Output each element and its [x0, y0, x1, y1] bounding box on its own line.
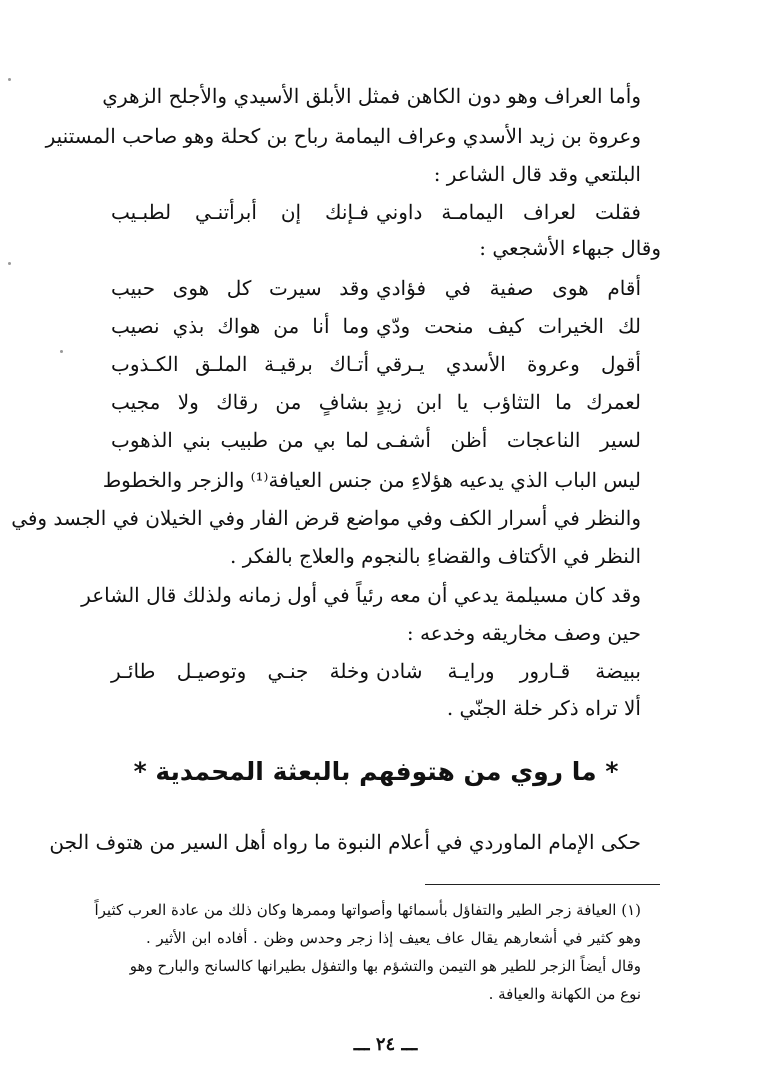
footnote-line: وقال أيضاً الزجر للطير هو التيمن والتشؤم بها والتفؤل بطيرانها كالسانح والبارح وهو [129, 957, 641, 975]
scan-speck [8, 78, 11, 81]
footnote-line: نوع من الكهانة والعيافة . [488, 985, 641, 1003]
body-line: حكى الإمام الماوردي في أعلام النبوة ما رواه أهل السير من هتوف الجن [49, 830, 641, 854]
verse-second-hemistich: أتـاك برقيـة الملـق الكـذوب [111, 352, 369, 376]
body-line: النظر في الأكتاف والقضاءِ بالنجوم والعلاج بالفكر . [230, 544, 641, 568]
body-line: وعروة بن زيد الأسدي وعراف اليمامة رباح بن كحلة وهو صاحب المستنير [45, 124, 641, 148]
verse-second-hemistich: لما بي من طبيب بني الذهوب [111, 428, 369, 452]
verse-first-hemistich: لعمرك ما التثاؤب يا ابن زيدٍ [376, 390, 641, 414]
verse-line [111, 420, 641, 460]
verse-line [111, 306, 641, 346]
body-line: ألا تراه ذكر خلة الجنّي . [446, 696, 641, 720]
verse-second-hemistich: وقد سيرت كل هوى حبيب [111, 276, 369, 300]
verse-line [111, 344, 641, 384]
verse-second-hemistich: بشافٍ من رقاك ولا مجيب [111, 390, 369, 414]
verse-first-hemistich: لك الخيرات كيف منحت ودّي [376, 314, 641, 338]
scan-speck [60, 350, 63, 353]
verse-line [111, 192, 641, 232]
verse-second-hemistich: وخلة جنـي وتوصيـل طائـر [111, 659, 369, 683]
body-line: والنظر في أسرار الكف وفي مواضع قرض الفار وفي الخيلان في الجسد وفي [11, 506, 641, 530]
verse-first-hemistich: أقول وعروة الأسدي يـرقي [376, 352, 641, 376]
page-number: ـــ ٢٤ ـــ [353, 1034, 418, 1055]
footnote-divider [425, 884, 660, 885]
verse-first-hemistich: ببيضة قـارور ورايـة شادن [376, 659, 641, 683]
footnote-line: (١) العيافة زجر الطير والتفاؤل بأسمائها وأصواتها وممرها وكان ذلك من عادة العرب كثيراً [94, 901, 641, 919]
body-line: حين وصف مخاريقه وخدعه : [406, 621, 641, 645]
verse-line [111, 382, 641, 422]
body-line: البلتعي وقد قال الشاعر : [433, 162, 641, 186]
body-line: وأما العراف وهو دون الكاهن فمثل الأبلق الأسيدي والأجلح الزهري [102, 84, 641, 108]
verse-first-hemistich: فقلت لعراف اليمامـة داوني [376, 200, 641, 224]
verse-first-hemistich: لسير الناعجات أظن أشفـى [376, 428, 641, 452]
body-line: وقال جبهاء الأشجعي : [479, 236, 661, 260]
section-heading: * ما روي من هتوفهم بالبعثة المحمدية * [133, 757, 619, 786]
body-line: ليس الباب الذي يدعيه هؤلاءِ من جنس العيافة⁽¹⁾ والزجر والخطوط [102, 468, 641, 492]
verse-second-hemistich: وما أنا من هواك بذي نصيب [111, 314, 369, 338]
footnote-line: وهو كثير في أشعارهم يقال عاف يعيف إذا زجر وحدس وظن . أفاده ابن الأثير . [146, 929, 641, 947]
body-line: وقد كان مسيلمة يدعي أن معه رئياً في أول زمانه ولذلك قال الشاعر [81, 583, 641, 607]
scan-speck [8, 262, 11, 265]
verse-second-hemistich: فـإنك إن أبرأتنـي لطبـيب [111, 200, 369, 224]
verse-line [111, 268, 641, 308]
verse-line [111, 651, 641, 691]
verse-first-hemistich: أقام هوى صفية في فؤادي [376, 276, 641, 300]
